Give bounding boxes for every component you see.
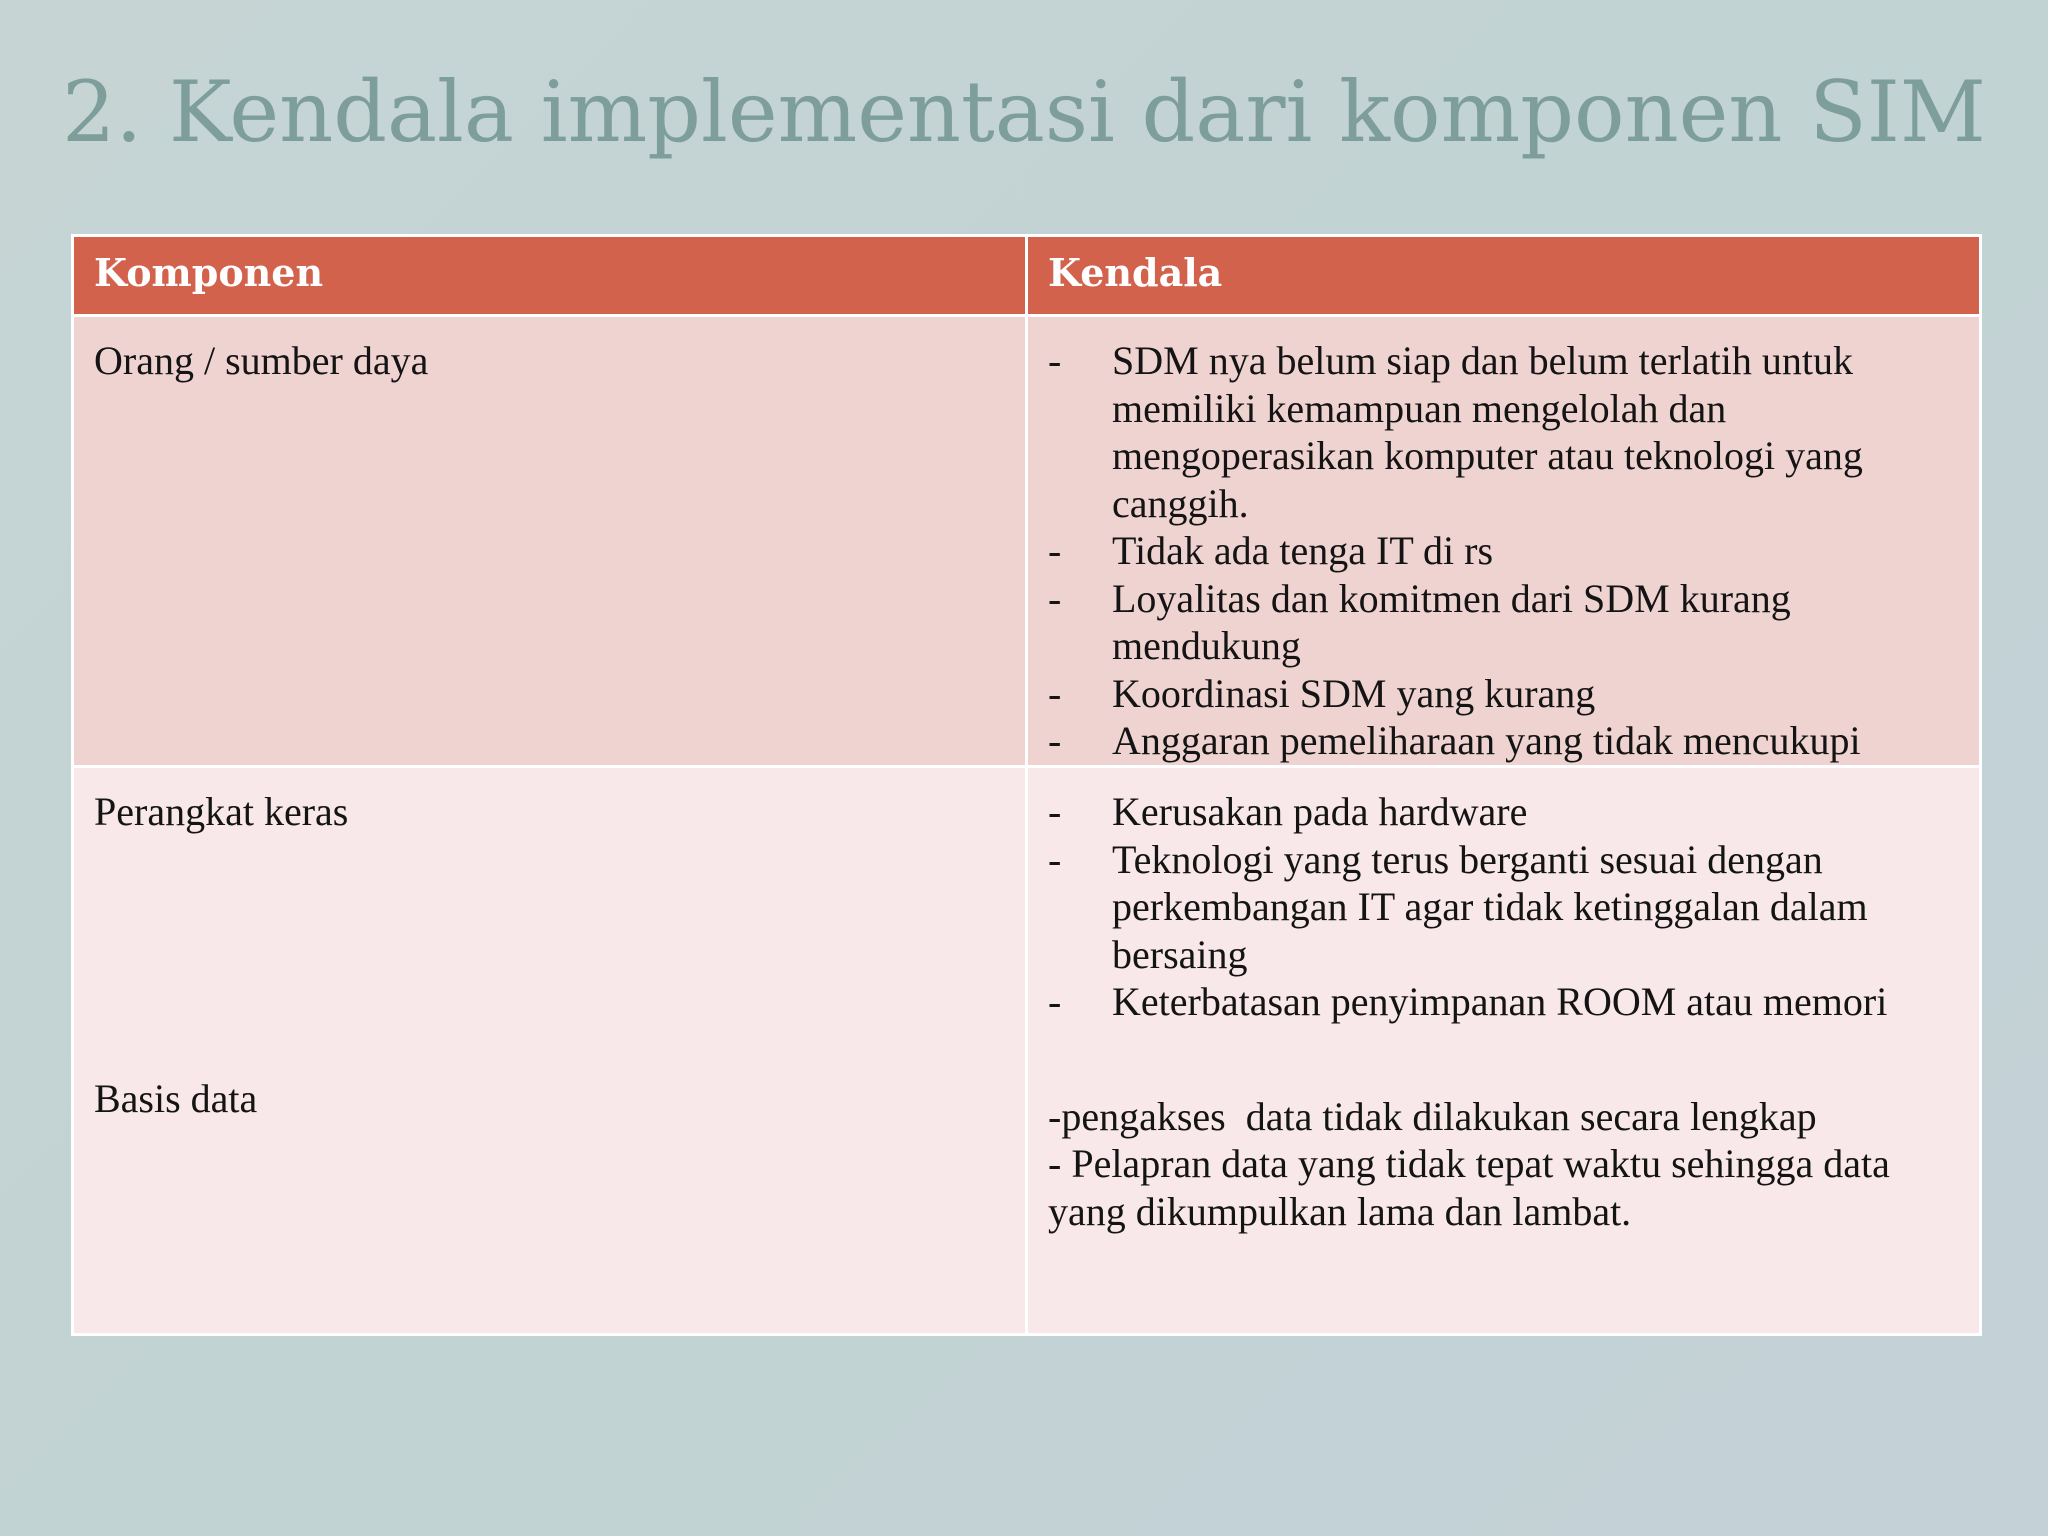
list-item [1048, 527, 1959, 575]
header-komponen: Komponen [73, 236, 1027, 316]
database-constraints [1028, 1093, 1979, 1236]
constraint-cell [1027, 767, 1981, 1335]
bullet-marker: - [1048, 338, 1062, 383]
list-item-text: Teknologi yang terus berganti sesuai dengan perkembangan IT agar tidak ketinggalan dalam bersaing [1112, 836, 1868, 977]
list-item [1048, 717, 1959, 765]
bullet-marker: - [1048, 718, 1062, 763]
component-cell [73, 767, 1027, 1335]
slide-title: 2. Kendala implementasi dari komponen SIM [62, 63, 1986, 161]
constraint-list [1028, 317, 1979, 765]
table-row [73, 316, 1981, 767]
list-item-text: Anggaran pemeliharaan yang tidak mencukupi [1112, 718, 1861, 763]
constraints-table [71, 234, 1982, 1336]
list-item-text: SDM nya belum siap dan belum terlatih untuk memiliki kemampuan mengelolah dan mengoperasikan komputer atau teknologi yang canggih. [1112, 338, 1863, 526]
plain-line: -pengakses data tidak dilakukan secara lengkap [1048, 1093, 1817, 1139]
component-cell [73, 316, 1027, 767]
constraint-list [1028, 768, 1979, 1026]
component-label: Orang / sumber daya [94, 338, 429, 383]
bullet-marker: - [1048, 836, 1062, 882]
list-item-text: Koordinasi SDM yang kurang [1112, 670, 1596, 716]
list-item [1048, 575, 1959, 670]
list-item [1048, 337, 1959, 527]
bullet-marker: - [1048, 528, 1062, 573]
plain-line: - Pelapran data yang tidak tepat waktu sehingga data yang dikumpulkan lama dan lambat. [1048, 1141, 1900, 1234]
list-item [1048, 670, 1959, 718]
list-item-text: Kerusakan pada hardware [1112, 789, 1528, 834]
list-item-text: Tidak ada tenga IT di rs [1112, 528, 1494, 573]
list-item [1048, 788, 1959, 836]
list-item [1048, 836, 1959, 979]
list-item-text: Loyalitas dan komitmen dari SDM kurang mendukung [1112, 575, 1791, 668]
header-kendala: Kendala [1027, 236, 1981, 316]
bullet-marker: - [1048, 979, 1062, 1024]
constraint-cell [1027, 316, 1981, 767]
table-header-row [73, 236, 1981, 316]
table-row [73, 767, 1981, 1335]
list-item [1048, 978, 1959, 1026]
bullet-marker: - [1048, 789, 1062, 834]
bullet-marker: - [1048, 575, 1062, 621]
component-label: Basis data [94, 1075, 258, 1121]
component-label: Perangkat keras [94, 789, 349, 834]
bullet-marker: - [1048, 670, 1062, 716]
list-item-text: Keterbatasan penyimpanan ROOM atau memori [1112, 979, 1888, 1024]
